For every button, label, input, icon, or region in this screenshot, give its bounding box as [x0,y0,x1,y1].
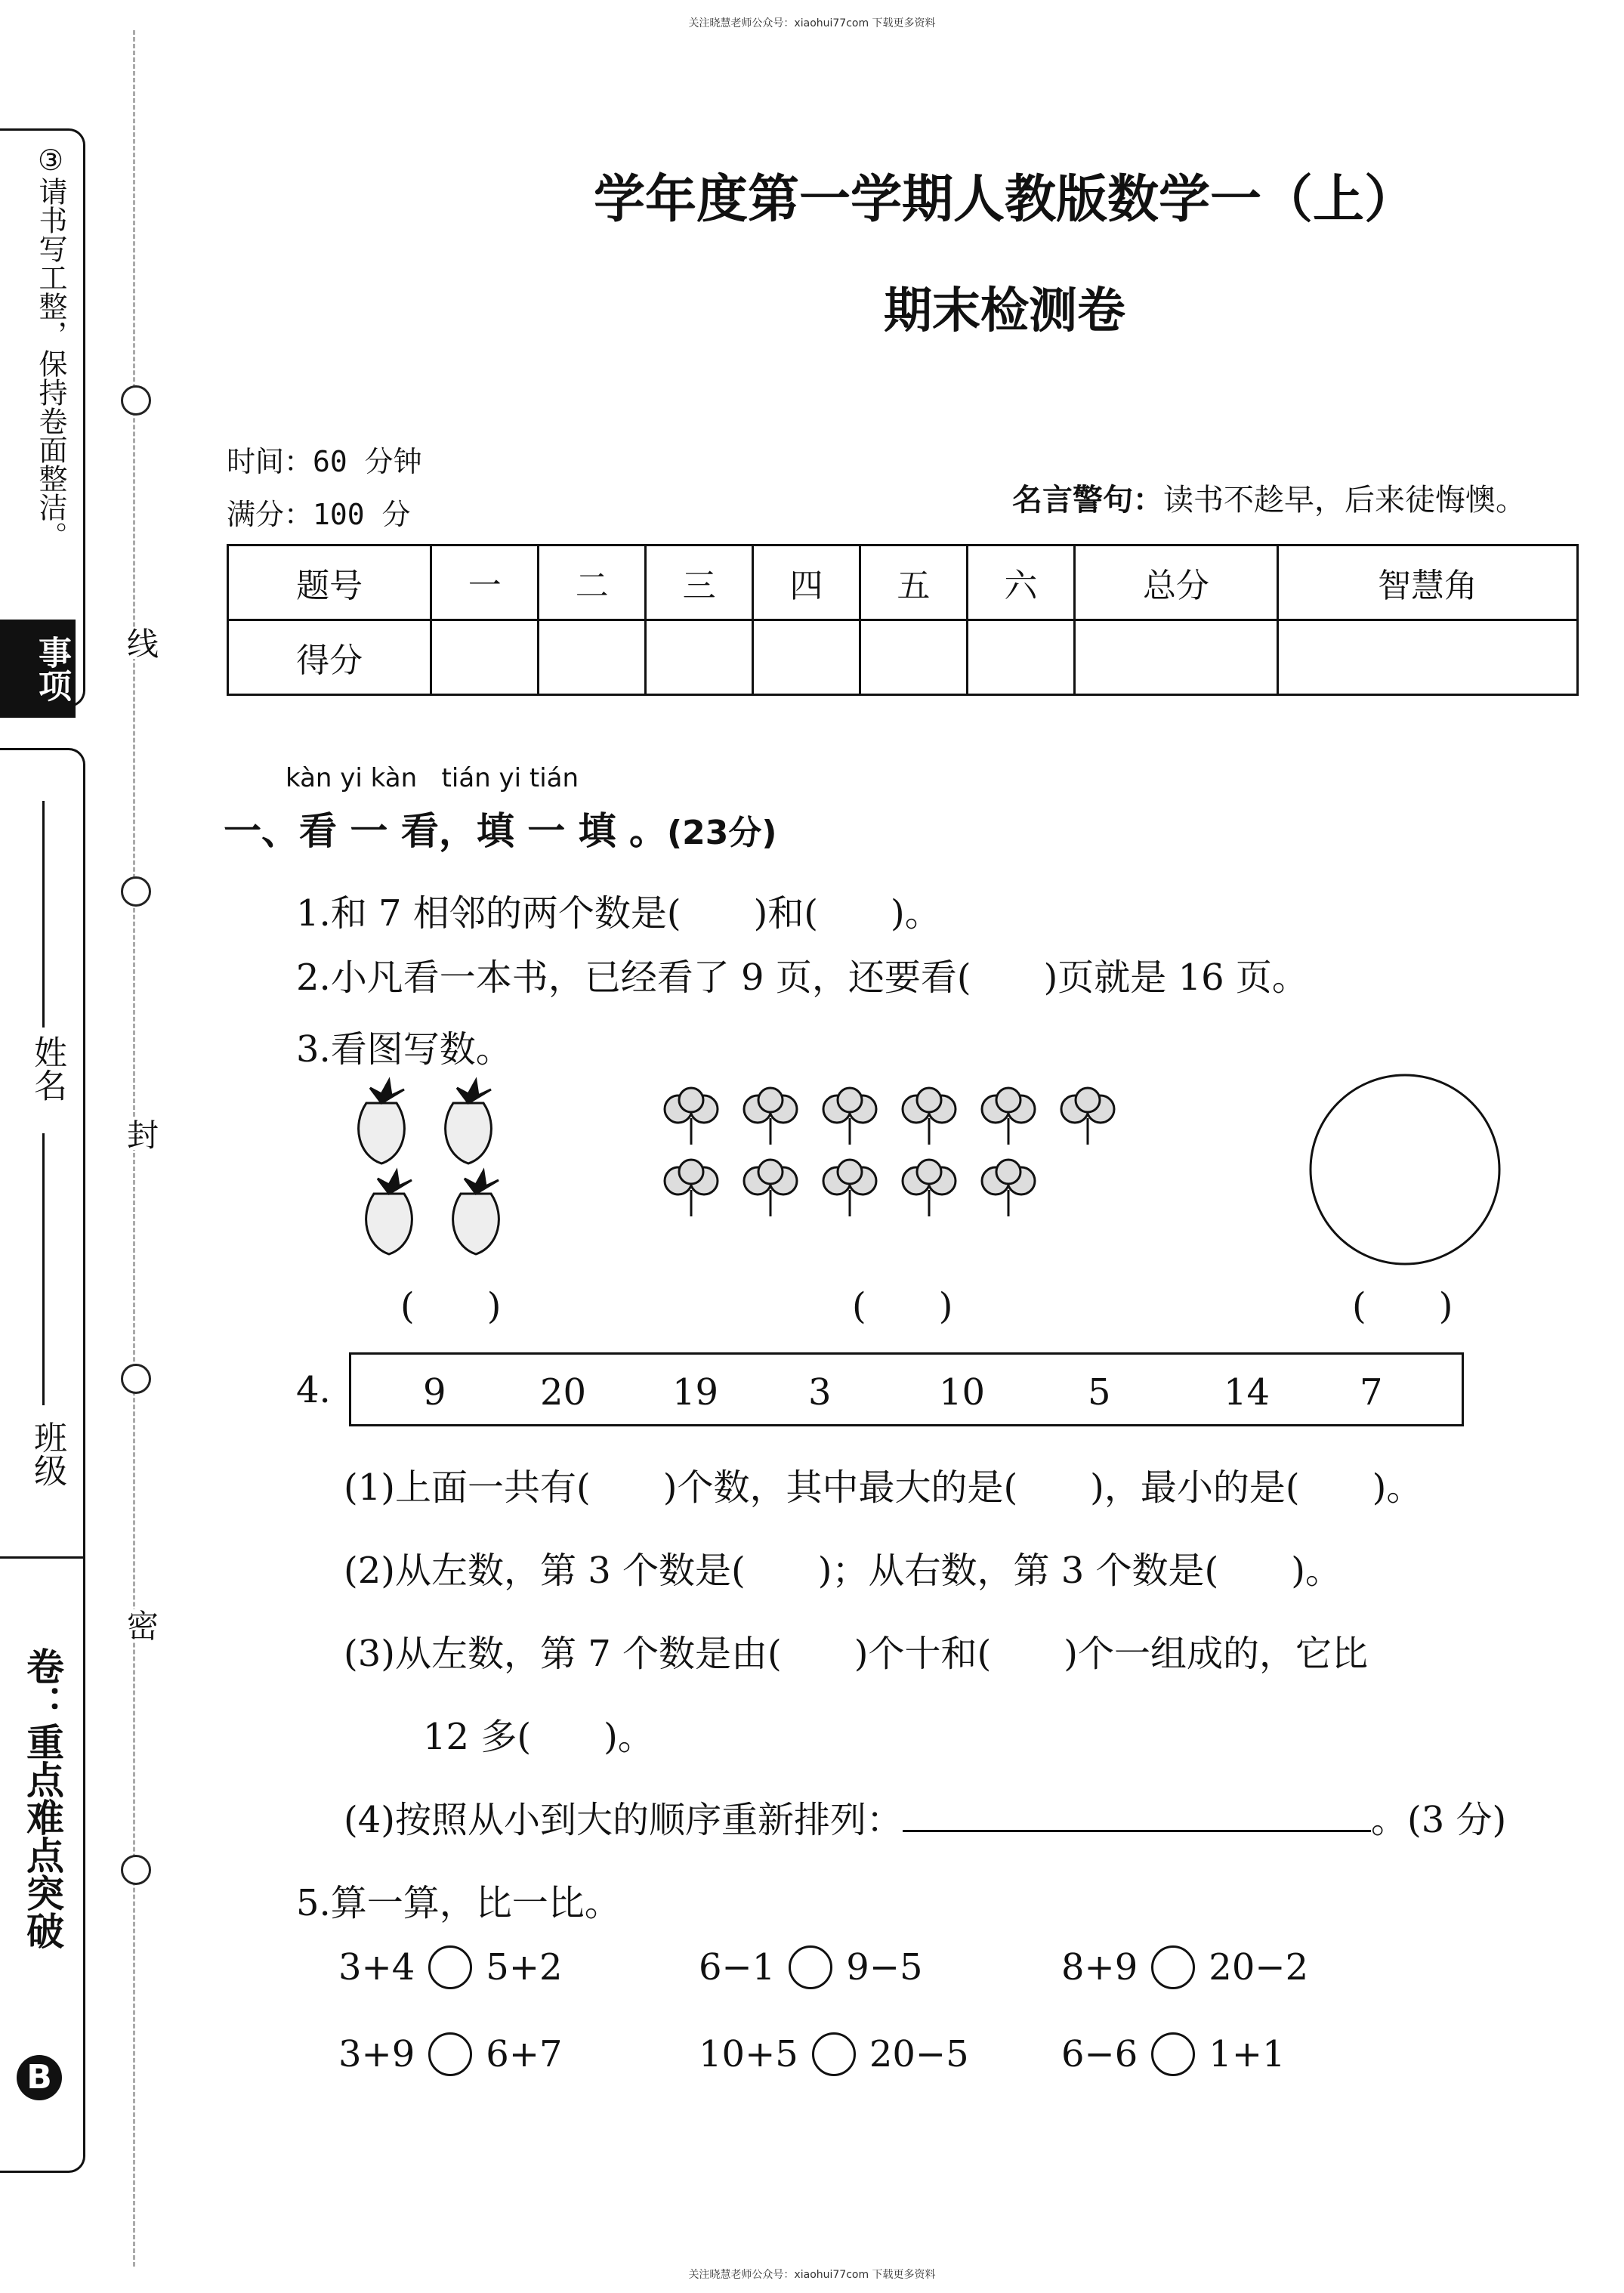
score-entry[interactable] [646,620,753,695]
number-item: 5 [1088,1371,1111,1414]
clover-icon [903,1088,956,1145]
motto-text: 读书不趁早，后来徒悔懊。 [1163,483,1526,518]
compare-right: 9−5 [846,1946,923,1989]
question-4-3a: (3)从左数，第 7 个数是由( )个十和( )个一组成的，它比 [344,1633,1368,1675]
compare-right: 6+7 [486,2033,563,2075]
compare-circle[interactable] [789,1945,832,1989]
q3-answer-circle[interactable]: ( ) [1352,1285,1453,1327]
table-cell: 一 [431,545,539,620]
punch-hole [121,385,151,416]
paper-badge: B [17,2055,62,2100]
page-title: 学年度第一学期人教版数学一（上） [593,170,1416,230]
strawberry-icon [366,1171,412,1254]
name-label: 姓名 [28,1035,66,1102]
compare-circle[interactable] [428,2032,472,2076]
clover-icon [982,1160,1035,1216]
compare-left: 3+4 [338,1946,415,1989]
punch-hole [121,876,151,907]
clover-icon [1061,1088,1114,1145]
table-cell: 总分 [1074,545,1277,620]
section-pinyin: kàn yi kàn tián yi tián [286,763,579,793]
seal-char-feng: 封 [118,1118,163,1150]
punch-hole [121,1855,151,1885]
clover-icon [665,1088,718,1145]
full-score-label: 满分：100 分 [227,498,411,531]
compare-right: 1+1 [1209,2033,1286,2075]
score-entry[interactable] [860,620,967,695]
section-heading [224,801,777,855]
clover-icon [823,1160,876,1216]
score-table [227,544,1579,696]
compare-left: 10+5 [699,2033,798,2075]
number-item: 9 [423,1371,446,1414]
compare-item [338,2032,563,2076]
clover-icon [823,1088,876,1145]
seal-char-mi: 密 [118,1609,163,1641]
punch-hole [121,1364,151,1394]
compare-left: 6−1 [699,1946,776,1989]
clover-group [665,1088,1114,1216]
table-cell: 智慧角 [1278,545,1578,620]
compare-left: 6−6 [1061,2033,1138,2075]
compare-right: 20−5 [869,2033,969,2075]
compare-circle[interactable] [812,2032,856,2076]
question-5: 5.算一算，比一比。 [296,1882,621,1924]
question-2: 2.小凡看一本书，已经看了 9 页，还要看( )页就是 16 页。 [296,956,1308,999]
question-4-4 [344,1791,1506,1843]
seal-char-xian: 线 [118,627,163,659]
paper-label: 卷：重点难点突破 [20,1647,64,1949]
watermark-top: 关注晓慧老师公众号：xiaohui77com 下载更多资料 [688,17,936,29]
clover-icon [665,1160,718,1216]
number-item: 7 [1360,1371,1383,1414]
compare-item [699,2032,969,2076]
question-4-4-text: (4)按照从小到大的顺序重新排列： [344,1799,903,1841]
clover-icon [982,1088,1035,1145]
compare-right: 5+2 [486,1946,563,1989]
section-points: (23分) [667,814,777,852]
question-4-3b: 12 多( )。 [423,1716,654,1758]
score-entry[interactable] [539,620,646,695]
number-item: 10 [939,1371,986,1414]
question-4-label: 4. [296,1369,331,1411]
score-entry[interactable] [1074,620,1277,695]
table-cell: 三 [646,545,753,620]
q3-pictures [347,1073,1571,1269]
motto [1012,476,1526,519]
strawberry-group [359,1080,499,1254]
q3-answer-clovers[interactable]: ( ) [852,1285,953,1327]
table-cell: 题号 [228,545,431,620]
compare-left: 3+9 [338,2033,415,2075]
notice-label: 事项 [0,620,76,718]
section-heading-text: 一、看 一 看，填 一 填 。 [224,809,668,853]
strawberry-icon [453,1171,499,1254]
compare-circle[interactable] [1151,1945,1195,1989]
clover-icon [744,1088,797,1145]
notice-text: ③请书写工整，保持卷面整洁。 [34,144,67,550]
score-entry[interactable] [753,620,860,695]
table-cell: 六 [967,545,1074,620]
strawberry-icon [446,1080,492,1163]
compare-circle[interactable] [428,1945,472,1989]
compare-circle[interactable] [1151,2032,1195,2076]
compare-item [699,1945,923,1989]
question-1: 1.和 7 相邻的两个数是( )和( )。 [296,892,941,935]
answer-line[interactable] [903,1800,1371,1832]
compare-right: 20−2 [1209,1946,1309,1989]
question-4-1: (1)上面一共有( )个数，其中最大的是( )，最小的是( )。 [344,1466,1423,1509]
question-4-2: (2)从左数，第 3 个数是( )；从右数，第 3 个数是( )。 [344,1550,1342,1592]
compare-left: 8+9 [1061,1946,1138,1989]
motto-label: 名言警句： [1012,483,1163,518]
score-table-header-row [228,545,1578,620]
number-item: 3 [808,1371,832,1414]
question-4-4-points: 。(3 分) [1371,1799,1507,1841]
score-table-score-row [228,620,1578,695]
time-label: 时间：60 分钟 [227,445,422,478]
clover-icon [903,1160,956,1216]
compare-item [338,1945,563,1989]
watermark-bottom: 关注晓慧老师公众号：xiaohui77com 下载更多资料 [688,2269,936,2281]
table-cell: 四 [753,545,860,620]
left-margin [0,0,159,2293]
table-cell: 得分 [228,620,431,695]
table-cell: 二 [539,545,646,620]
class-line [42,1133,45,1405]
score-entry[interactable] [431,620,539,695]
number-item: 14 [1224,1371,1270,1414]
divider [0,1556,83,1559]
question-3: 3.看图写数。 [296,1028,512,1071]
page-subtitle: 期末检测卷 [884,283,1125,339]
number-box [349,1352,1464,1426]
score-entry[interactable] [1278,620,1578,695]
score-entry[interactable] [967,620,1074,695]
number-item: 20 [540,1371,587,1414]
compare-item [1061,2032,1286,2076]
empty-circle [1311,1075,1499,1264]
name-line [42,801,45,1028]
clover-icon [744,1160,797,1216]
q3-answer-strawberries[interactable]: ( ) [400,1285,502,1327]
table-cell: 五 [860,545,967,620]
class-label: 班级 [28,1420,66,1487]
strawberry-icon [359,1080,405,1163]
number-item: 19 [672,1371,719,1414]
compare-item [1061,1945,1308,1989]
